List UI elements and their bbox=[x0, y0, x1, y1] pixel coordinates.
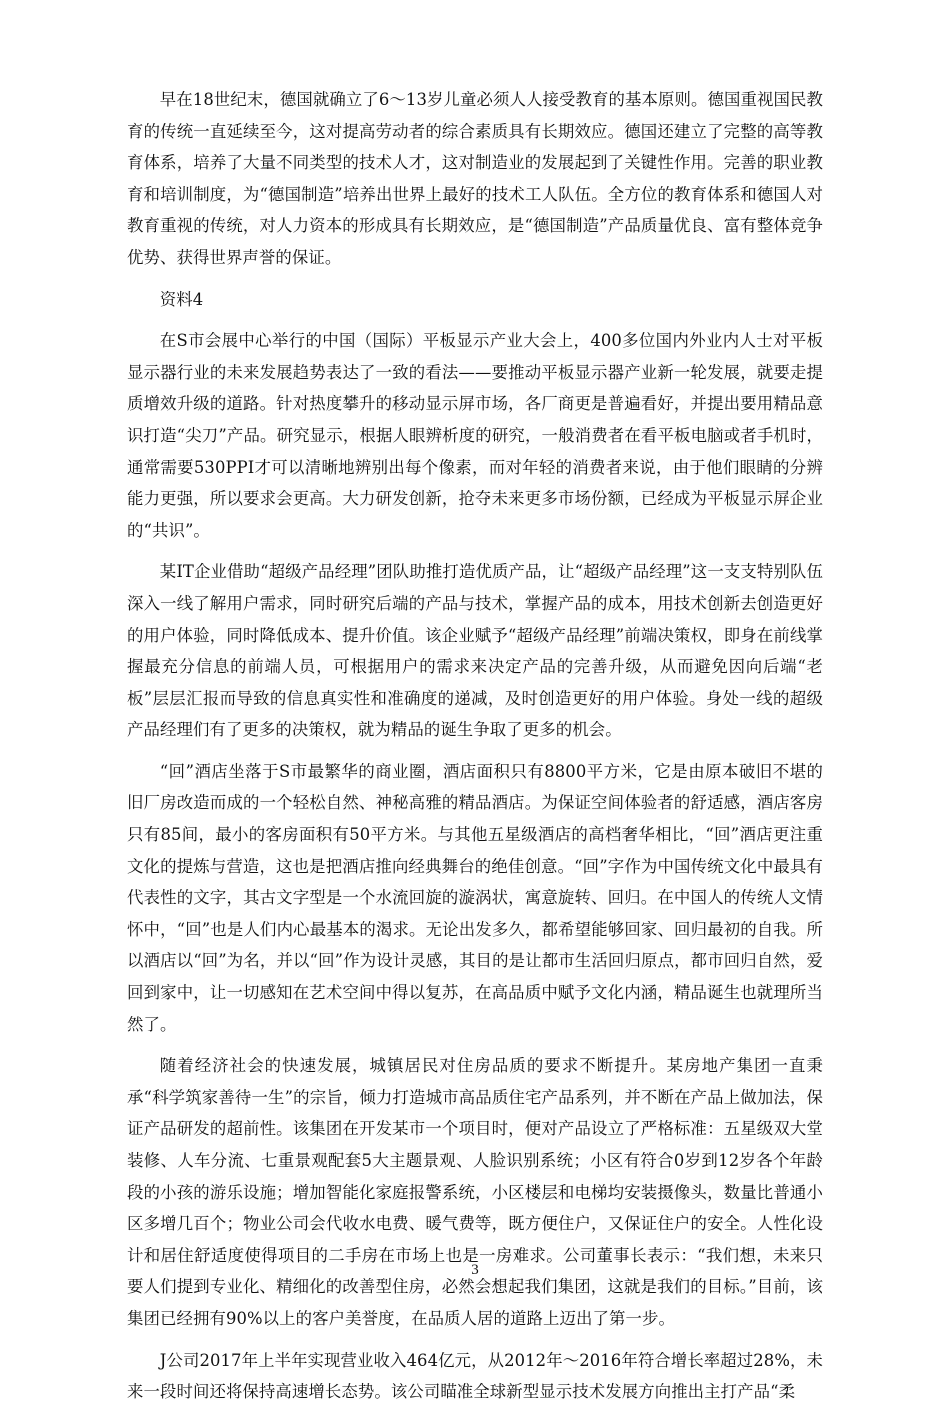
paragraph-flat-panel-display: 在S市会展中心举行的中国（国际）平板显示产业大会上，400多位国内外业内人士对平板显示器行业的未来发展趋势表达了一致的看法——要推动平板显示器产业新一轮发展，就要走提质增效升级的道路。针对热度攀升的移动显示屏市场，各厂商更是普遍看好，并提出要用精品意识打造“尖刀”产品。研究显示，根据人眼辨析度的研究，一般消费者在看平板电脑或者手机时，通常需要530PPI才可以清晰地辨别出每个像素，而对年轻的消费者来说，由于他们眼睛的分辨能力更强，所以要求会更高。大力研发创新，抢夺未来更多市场份额，已经成为平板显示屏企业的“共识”。 bbox=[127, 331, 823, 540]
page-number: 3 bbox=[471, 1262, 479, 1278]
paragraph-j-company: J公司2017年上半年实现营业收入464亿元，从2012年～2016年符合增长率超过28%，未来一段时间还将保持高速增长态势。该公司瞄准全球新型显示技术发展方向推出主打产品“柔 bbox=[127, 1350, 823, 1402]
document-body bbox=[127, 84, 823, 1418]
paragraph-real-estate-group: 随着经济社会的快速发展，城镇居民对住房品质的要求不断提升。某房地产集团一直秉承“科学筑家善待一生”的宗旨，倾力打造城市高品质住宅产品系列，并不断在产品上做加法，保证产品研发的超前性。该集团在开发某市一个项目时，便对产品设立了严格标准：五星级双大堂装修、人车分流、七重景观配套5大主题景观、人脸识别系统；小区有符合0岁到12岁各个年龄段的小孩的游乐设施；增加智能化家庭报警系统，小区楼层和电梯均安装摄像头，数量比普通小区多增几百个；物业公司会代收水电费、暖气费等，既方便住户，又保证住户的安全。人性化设计和居住舒适度使得项目的二手房在市场上也是一房难求。公司董事长表示：“我们想，未来只要人们提到专业化、精细化的改善型住房，必然会想起我们集团，这就是我们的目标。”目前，该集团已经拥有90%以上的客户美誉度，在品质人居的道路上迈出了第一步。 bbox=[127, 1056, 823, 1328]
section-heading-material-4: 资料4 bbox=[159, 289, 204, 309]
paragraph-hui-hotel: “回”酒店坐落于S市最繁华的商业圈，酒店面积只有8800平方米，它是由原本破旧不堪的旧厂房改造而成的一个轻松自然、神秘高雅的精品酒店。为保证空间体验者的舒适感，酒店客房只有85间，最小的客房面积有50平方米。与其他五星级酒店的高档奢华相比，“回”酒店更注重文化的提炼与营造，这也是把酒店推向经典舞台的绝佳创意。“回”字作为中国传统文化中最具有代表性的文字，其古文字型是一个水流回旋的漩涡状，寓意旋转、回归。在中国人的传统人文情怀中，“回”也是人们内心最基本的渴求。无论出发多久，都希望能够回家、回归最初的自我。所以酒店以“回”为名，并以“回”作为设计灵感，其目的是让都市生活回归原点，都市回归自然，爱回到家中，让一切感知在艺术空间中得以复苏，在高品质中赋予文化内涵，精品诞生也就理所当然了。 bbox=[127, 761, 823, 1034]
paragraph-super-product-manager: 某IT企业借助“超级产品经理”团队助推打造优质产品，让“超级产品经理”这一支支特别队伍深入一线了解用户需求，同时研究后端的产品与技术，掌握产品的成本，用技术创新去创造更好的用户体验，同时降低成本、提升价值。该企业赋予“超级产品经理”前端决策权，即身在前线掌握最充分信息的前端人员，可根据用户的需求来决定产品的完善升级，从而避免因向后端“老板”层层汇报而导致的信息真实性和准确度的递减，及时创造更好的用户体验。身处一线的超级产品经理们有了更多的决策权，就为精品的诞生争取了更多的机会。 bbox=[127, 562, 823, 740]
paragraph-germany-education: 早在18世纪末，德国就确立了6～13岁儿童必须人人接受教育的基本原则。德国重视国民教育的传统一直延续至今，这对提高劳动者的综合素质具有长期效应。德国还建立了完整的高等教育体系，培养了大量不同类型的技术人才，这对制造业的发展起到了关键性作用。完善的职业教育和培训制度，为“德国制造”培养出世界上最好的技术工人队伍。全方位的教育体系和德国人对教育重视的传统，对人力资本的形成具有长期效应，是“德国制造”产品质量优良、富有整体竞争优势、获得世界声誉的保证。 bbox=[127, 90, 823, 267]
